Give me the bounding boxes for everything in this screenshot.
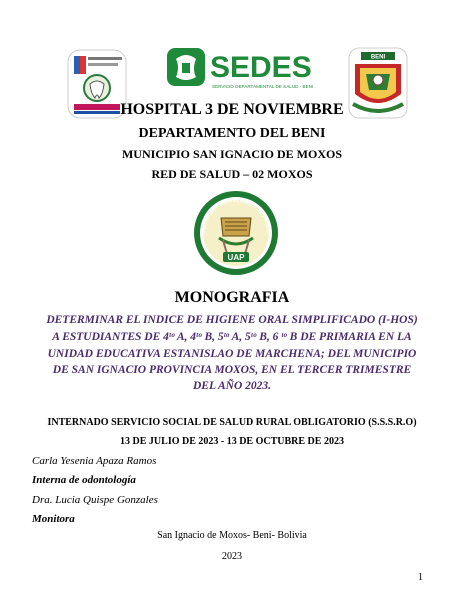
author-role: Interna de odontología [32,474,136,486]
title-line: DEL AÑO 2023. [192,380,272,392]
beni-text: BENI [370,54,386,61]
seal-inner-text: UAP [227,253,245,262]
year: 2023 [222,551,242,562]
department-name: DEPARTAMENTO DEL BENI [138,126,326,141]
internship-program: INTERNADO SERVICIO SOCIAL DE SALUD RURAL OBLIGATORIO (S.S.S.R.O) [47,417,417,428]
advisor-name: Dra. Lucia Quispe Gonzales [32,494,158,506]
advisor-role: Monitora [32,513,75,525]
title-line: UNIDAD EDUCATIVA ESTANISLAO DE MARCHENA; DEL MUNICIPIO [47,348,417,360]
seal-ring-text: UNIVERSIDAD AMAZONICA DE PANDO [200,197,272,235]
sedes-subtitle-text: SERVICIO DEPARTAMENTAL DE SALUD - BENI [212,84,314,89]
sedes-logo [166,47,314,91]
hospital-name: HOSPITAL 3 DE NOVIEMBRE [120,101,344,118]
author-name: Carla Yesenia Apaza Ramos [32,455,157,467]
university-seal [193,188,279,280]
title-line: DE SAN IGNACIO PROVINCIA MOXOS, EN EL TERCER TRIMESTRE [52,364,412,376]
page-number: 1 [418,572,423,583]
municipality-name: MUNICIPIO SAN IGNACIO DE MOXOS [121,147,342,161]
health-network-name: RED DE SALUD – 02 MOXOS [151,167,313,181]
sedes-brand-text: SEDES [210,51,312,84]
title-line: A ESTUDIANTES DE 4ᵗᵒ A, 4ᵗᵒ B, 5ᵗᵒ A, 5ᵗᵒ B, 6 ᵗᵒ B DE PRIMARIA EN LA [52,331,412,343]
internship-dates: 13 DE JULIO DE 2023 - 13 DE OCTUBRE DE 2023 [120,436,344,447]
title-line: DETERMINAR EL INDICE DE HIGIENE ORAL SIMPLIFICADO (I-HOS) [46,314,418,326]
document-type: MONOGRAFIA [174,289,290,306]
place: San Ignacio de Moxos- Beni- Bolivia [157,530,307,541]
